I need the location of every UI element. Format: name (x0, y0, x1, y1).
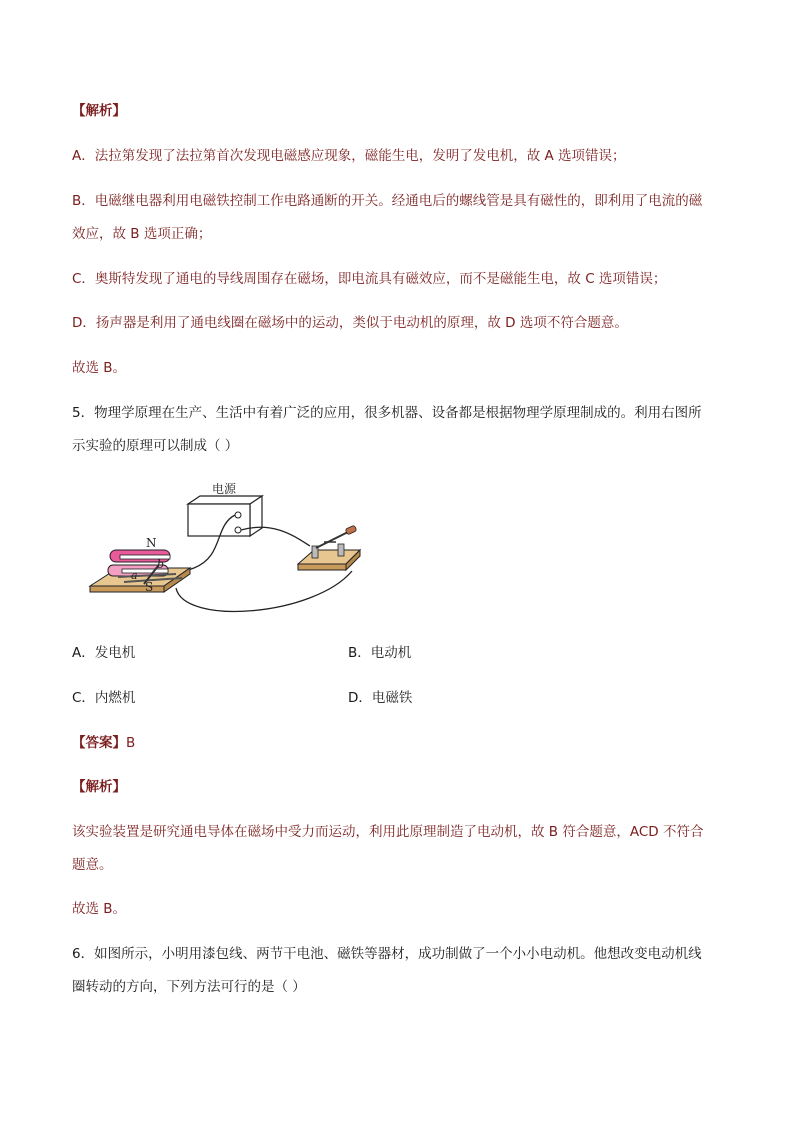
question-5-line-1: 5．物理学原理在生产、生活中有着广泛的应用，很多机器、设备都是根据物理学原理制成的。利用右图所 (72, 405, 702, 421)
magnet-n-label: N (146, 536, 157, 550)
power-supply-box (188, 496, 262, 536)
answer-value: B (126, 735, 136, 751)
option-d: D．电磁铁 (348, 690, 413, 706)
answer-line (72, 733, 135, 753)
answer-tag: 【答案】 (72, 735, 126, 751)
question-6-line-1: 6．如图所示，小明用漆包线、两节干电池、磁铁等器材，成功制做了一个小小电动机。他想改变电动机线 (72, 946, 702, 962)
magnet-s-label: S (145, 580, 154, 594)
q5-analysis-header: 【解析】 (72, 779, 126, 795)
rod-b-label: b (157, 558, 165, 571)
switch-base-board (298, 550, 360, 570)
experiment-figure (84, 476, 364, 622)
analysis-line-b-cont: 效应，故 B 选项正确； (72, 226, 212, 242)
q5-analysis-line-1: 该实验装置是研究通电导体在磁场中受力而运动，利用此原理制造了电动机，故 B 符合题意，ACD 不符合 (72, 824, 704, 840)
question-5-line-2: 示实验的原理可以制成（ ） (72, 438, 239, 454)
rod-a-label: a (131, 569, 138, 582)
analysis-line-b: B．电磁继电器利用电磁铁控制工作电路通断的开关。经通电后的螺线管是具有磁性的，即利用了电流的磁 (72, 193, 703, 209)
analysis-conclusion: 故选 B。 (72, 360, 127, 376)
analysis-line-a: A．法拉第发现了法拉第首次发现电磁感应现象，磁能生电，发明了发电机，故 A 选项错误； (72, 148, 626, 164)
option-c: C．内燃机 (72, 690, 136, 706)
option-a: A．发电机 (72, 645, 136, 661)
analysis-line-c: C．奥斯特发现了通电的导线周围存在磁场，即电流具有磁效应，而不是磁能生电，故 C 选项错误； (72, 271, 667, 287)
q5-analysis-line-2: 题意。 (72, 857, 113, 873)
analysis-header: 【解析】 (72, 103, 126, 119)
question-6-line-2: 圈转动的方向，下列方法可行的是（ ） (72, 979, 306, 995)
option-b: B．电动机 (348, 645, 412, 661)
q5-conclusion: 故选 B。 (72, 901, 127, 917)
power-supply-label: 电源 (212, 482, 237, 496)
analysis-line-d: D．扬声器是利用了通电线圈在磁场中的运动，类似于电动机的原理，故 D 选项不符合题意。 (72, 315, 628, 331)
